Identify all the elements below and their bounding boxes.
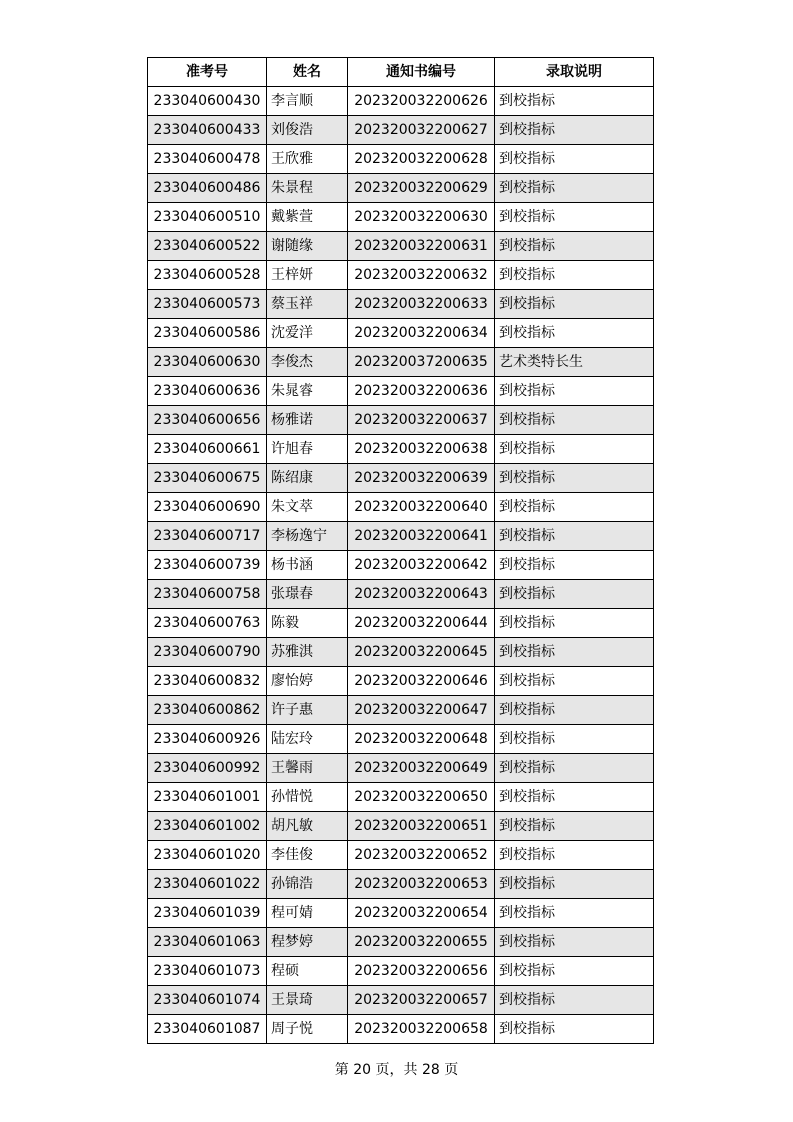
cell-exam-number: 233040600478 — [148, 145, 267, 174]
cell-notice-number: 202320032200658 — [348, 1015, 495, 1044]
cell-exam-number: 233040600758 — [148, 580, 267, 609]
table-row — [148, 174, 654, 203]
cell-name: 胡凡敏 — [267, 812, 348, 841]
cell-notice-number: 202320032200644 — [348, 609, 495, 638]
cell-admission-note: 到校指标 — [495, 174, 654, 203]
cell-name: 孙锦浩 — [267, 870, 348, 899]
cell-admission-note: 到校指标 — [495, 551, 654, 580]
table-row — [148, 986, 654, 1015]
cell-name: 廖怡婷 — [267, 667, 348, 696]
header-name: 姓名 — [267, 58, 348, 87]
table-header — [148, 58, 654, 87]
cell-admission-note: 到校指标 — [495, 319, 654, 348]
cell-name: 杨书涵 — [267, 551, 348, 580]
cell-name: 王梓妍 — [267, 261, 348, 290]
cell-admission-note: 到校指标 — [495, 725, 654, 754]
cell-exam-number: 233040601020 — [148, 841, 267, 870]
table-row — [148, 232, 654, 261]
cell-notice-number: 202320032200642 — [348, 551, 495, 580]
cell-exam-number: 233040601001 — [148, 783, 267, 812]
cell-notice-number: 202320032200645 — [348, 638, 495, 667]
cell-exam-number: 233040600656 — [148, 406, 267, 435]
cell-name: 陆宏玲 — [267, 725, 348, 754]
table-row — [148, 435, 654, 464]
cell-notice-number: 202320032200652 — [348, 841, 495, 870]
cell-exam-number: 233040600573 — [148, 290, 267, 319]
table-row — [148, 899, 654, 928]
cell-exam-number: 233040600739 — [148, 551, 267, 580]
table-row — [148, 609, 654, 638]
cell-notice-number: 202320032200628 — [348, 145, 495, 174]
cell-admission-note: 到校指标 — [495, 754, 654, 783]
header-notice-number: 通知书编号 — [348, 58, 495, 87]
page-number: 第 20 页，共 28 页 — [334, 1062, 459, 1078]
cell-exam-number: 233040601087 — [148, 1015, 267, 1044]
cell-name: 戴紫萱 — [267, 203, 348, 232]
header-row — [148, 58, 654, 87]
cell-admission-note: 到校指标 — [495, 928, 654, 957]
cell-admission-note: 到校指标 — [495, 812, 654, 841]
cell-name: 王欣雅 — [267, 145, 348, 174]
cell-admission-note: 到校指标 — [495, 290, 654, 319]
cell-exam-number: 233040600926 — [148, 725, 267, 754]
cell-name: 许子惠 — [267, 696, 348, 725]
cell-admission-note: 到校指标 — [495, 232, 654, 261]
cell-admission-note: 艺术类特长生 — [495, 348, 654, 377]
cell-name: 朱晁睿 — [267, 377, 348, 406]
cell-exam-number: 233040600510 — [148, 203, 267, 232]
table-body — [148, 87, 654, 1044]
cell-admission-note: 到校指标 — [495, 986, 654, 1015]
cell-name: 张璟春 — [267, 580, 348, 609]
cell-admission-note: 到校指标 — [495, 435, 654, 464]
table-row — [148, 870, 654, 899]
cell-exam-number: 233040600717 — [148, 522, 267, 551]
cell-exam-number: 233040601022 — [148, 870, 267, 899]
cell-name: 王景琦 — [267, 986, 348, 1015]
cell-notice-number: 202320032200646 — [348, 667, 495, 696]
table-row — [148, 754, 654, 783]
cell-admission-note: 到校指标 — [495, 464, 654, 493]
cell-notice-number: 202320037200635 — [348, 348, 495, 377]
cell-name: 沈爱洋 — [267, 319, 348, 348]
cell-notice-number: 202320032200631 — [348, 232, 495, 261]
table-row — [148, 580, 654, 609]
cell-exam-number: 233040601074 — [148, 986, 267, 1015]
cell-exam-number: 233040600862 — [148, 696, 267, 725]
cell-exam-number: 233040600522 — [148, 232, 267, 261]
table-row — [148, 87, 654, 116]
cell-exam-number: 233040600690 — [148, 493, 267, 522]
table-row — [148, 261, 654, 290]
cell-notice-number: 202320032200629 — [348, 174, 495, 203]
table-row — [148, 725, 654, 754]
table-row — [148, 957, 654, 986]
cell-notice-number: 202320032200656 — [348, 957, 495, 986]
cell-admission-note: 到校指标 — [495, 667, 654, 696]
table-row — [148, 319, 654, 348]
cell-name: 程硕 — [267, 957, 348, 986]
cell-admission-note: 到校指标 — [495, 116, 654, 145]
table-row — [148, 522, 654, 551]
admission-table — [147, 57, 654, 1044]
cell-notice-number: 202320032200641 — [348, 522, 495, 551]
cell-exam-number: 233040600832 — [148, 667, 267, 696]
cell-notice-number: 202320032200627 — [348, 116, 495, 145]
table-row — [148, 493, 654, 522]
cell-notice-number: 202320032200648 — [348, 725, 495, 754]
cell-exam-number: 233040600433 — [148, 116, 267, 145]
cell-admission-note: 到校指标 — [495, 609, 654, 638]
cell-notice-number: 202320032200643 — [348, 580, 495, 609]
cell-notice-number: 202320032200649 — [348, 754, 495, 783]
cell-name: 许旭春 — [267, 435, 348, 464]
table-row — [148, 841, 654, 870]
table-row — [148, 348, 654, 377]
table-row — [148, 551, 654, 580]
cell-name: 刘俊浩 — [267, 116, 348, 145]
cell-admission-note: 到校指标 — [495, 696, 654, 725]
table-row — [148, 145, 654, 174]
cell-name: 程可婧 — [267, 899, 348, 928]
cell-admission-note: 到校指标 — [495, 870, 654, 899]
cell-admission-note: 到校指标 — [495, 406, 654, 435]
cell-name: 王馨雨 — [267, 754, 348, 783]
cell-exam-number: 233040600586 — [148, 319, 267, 348]
cell-admission-note: 到校指标 — [495, 87, 654, 116]
cell-admission-note: 到校指标 — [495, 145, 654, 174]
cell-name: 朱景程 — [267, 174, 348, 203]
cell-admission-note: 到校指标 — [495, 522, 654, 551]
cell-exam-number: 233040600675 — [148, 464, 267, 493]
cell-notice-number: 202320032200634 — [348, 319, 495, 348]
table-row — [148, 203, 654, 232]
cell-name: 孙惜悦 — [267, 783, 348, 812]
cell-exam-number: 233040600636 — [148, 377, 267, 406]
table-row — [148, 667, 654, 696]
cell-admission-note: 到校指标 — [495, 580, 654, 609]
cell-exam-number: 233040600992 — [148, 754, 267, 783]
cell-name: 李俊杰 — [267, 348, 348, 377]
cell-admission-note: 到校指标 — [495, 841, 654, 870]
cell-notice-number: 202320032200639 — [348, 464, 495, 493]
cell-notice-number: 202320032200651 — [348, 812, 495, 841]
cell-notice-number: 202320032200654 — [348, 899, 495, 928]
cell-notice-number: 202320032200637 — [348, 406, 495, 435]
table-row — [148, 638, 654, 667]
cell-notice-number: 202320032200657 — [348, 986, 495, 1015]
cell-notice-number: 202320032200647 — [348, 696, 495, 725]
cell-admission-note: 到校指标 — [495, 377, 654, 406]
cell-name: 谢随缘 — [267, 232, 348, 261]
cell-admission-note: 到校指标 — [495, 957, 654, 986]
cell-notice-number: 202320032200636 — [348, 377, 495, 406]
cell-exam-number: 233040600486 — [148, 174, 267, 203]
cell-name: 朱文萃 — [267, 493, 348, 522]
cell-notice-number: 202320032200640 — [348, 493, 495, 522]
cell-exam-number: 233040601039 — [148, 899, 267, 928]
table-row — [148, 1015, 654, 1044]
cell-notice-number: 202320032200655 — [348, 928, 495, 957]
cell-notice-number: 202320032200626 — [348, 87, 495, 116]
table-row — [148, 290, 654, 319]
cell-admission-note: 到校指标 — [495, 1015, 654, 1044]
table-row — [148, 406, 654, 435]
table-row — [148, 377, 654, 406]
cell-exam-number: 233040600763 — [148, 609, 267, 638]
table-row — [148, 116, 654, 145]
cell-admission-note: 到校指标 — [495, 783, 654, 812]
cell-exam-number: 233040600790 — [148, 638, 267, 667]
cell-admission-note: 到校指标 — [495, 203, 654, 232]
cell-exam-number: 233040600528 — [148, 261, 267, 290]
cell-notice-number: 202320032200650 — [348, 783, 495, 812]
header-exam-number: 准考号 — [148, 58, 267, 87]
header-admission-note: 录取说明 — [495, 58, 654, 87]
cell-notice-number: 202320032200630 — [348, 203, 495, 232]
cell-notice-number: 202320032200653 — [348, 870, 495, 899]
cell-name: 李言顺 — [267, 87, 348, 116]
table-row — [148, 783, 654, 812]
cell-name: 陈毅 — [267, 609, 348, 638]
cell-admission-note: 到校指标 — [495, 899, 654, 928]
cell-notice-number: 202320032200638 — [348, 435, 495, 464]
cell-exam-number: 233040601002 — [148, 812, 267, 841]
cell-admission-note: 到校指标 — [495, 261, 654, 290]
cell-exam-number: 233040600430 — [148, 87, 267, 116]
cell-name: 陈绍康 — [267, 464, 348, 493]
cell-name: 李佳俊 — [267, 841, 348, 870]
cell-notice-number: 202320032200633 — [348, 290, 495, 319]
cell-name: 苏雅淇 — [267, 638, 348, 667]
cell-name: 杨雅诺 — [267, 406, 348, 435]
cell-notice-number: 202320032200632 — [348, 261, 495, 290]
cell-name: 程梦婷 — [267, 928, 348, 957]
cell-admission-note: 到校指标 — [495, 493, 654, 522]
cell-exam-number: 233040600630 — [148, 348, 267, 377]
cell-exam-number: 233040601073 — [148, 957, 267, 986]
cell-name: 李杨逸宁 — [267, 522, 348, 551]
cell-exam-number: 233040600661 — [148, 435, 267, 464]
cell-admission-note: 到校指标 — [495, 638, 654, 667]
table-row — [148, 696, 654, 725]
cell-name: 蔡玉祥 — [267, 290, 348, 319]
cell-name: 周子悦 — [267, 1015, 348, 1044]
cell-exam-number: 233040601063 — [148, 928, 267, 957]
table-row — [148, 464, 654, 493]
table-row — [148, 812, 654, 841]
table-row — [148, 928, 654, 957]
